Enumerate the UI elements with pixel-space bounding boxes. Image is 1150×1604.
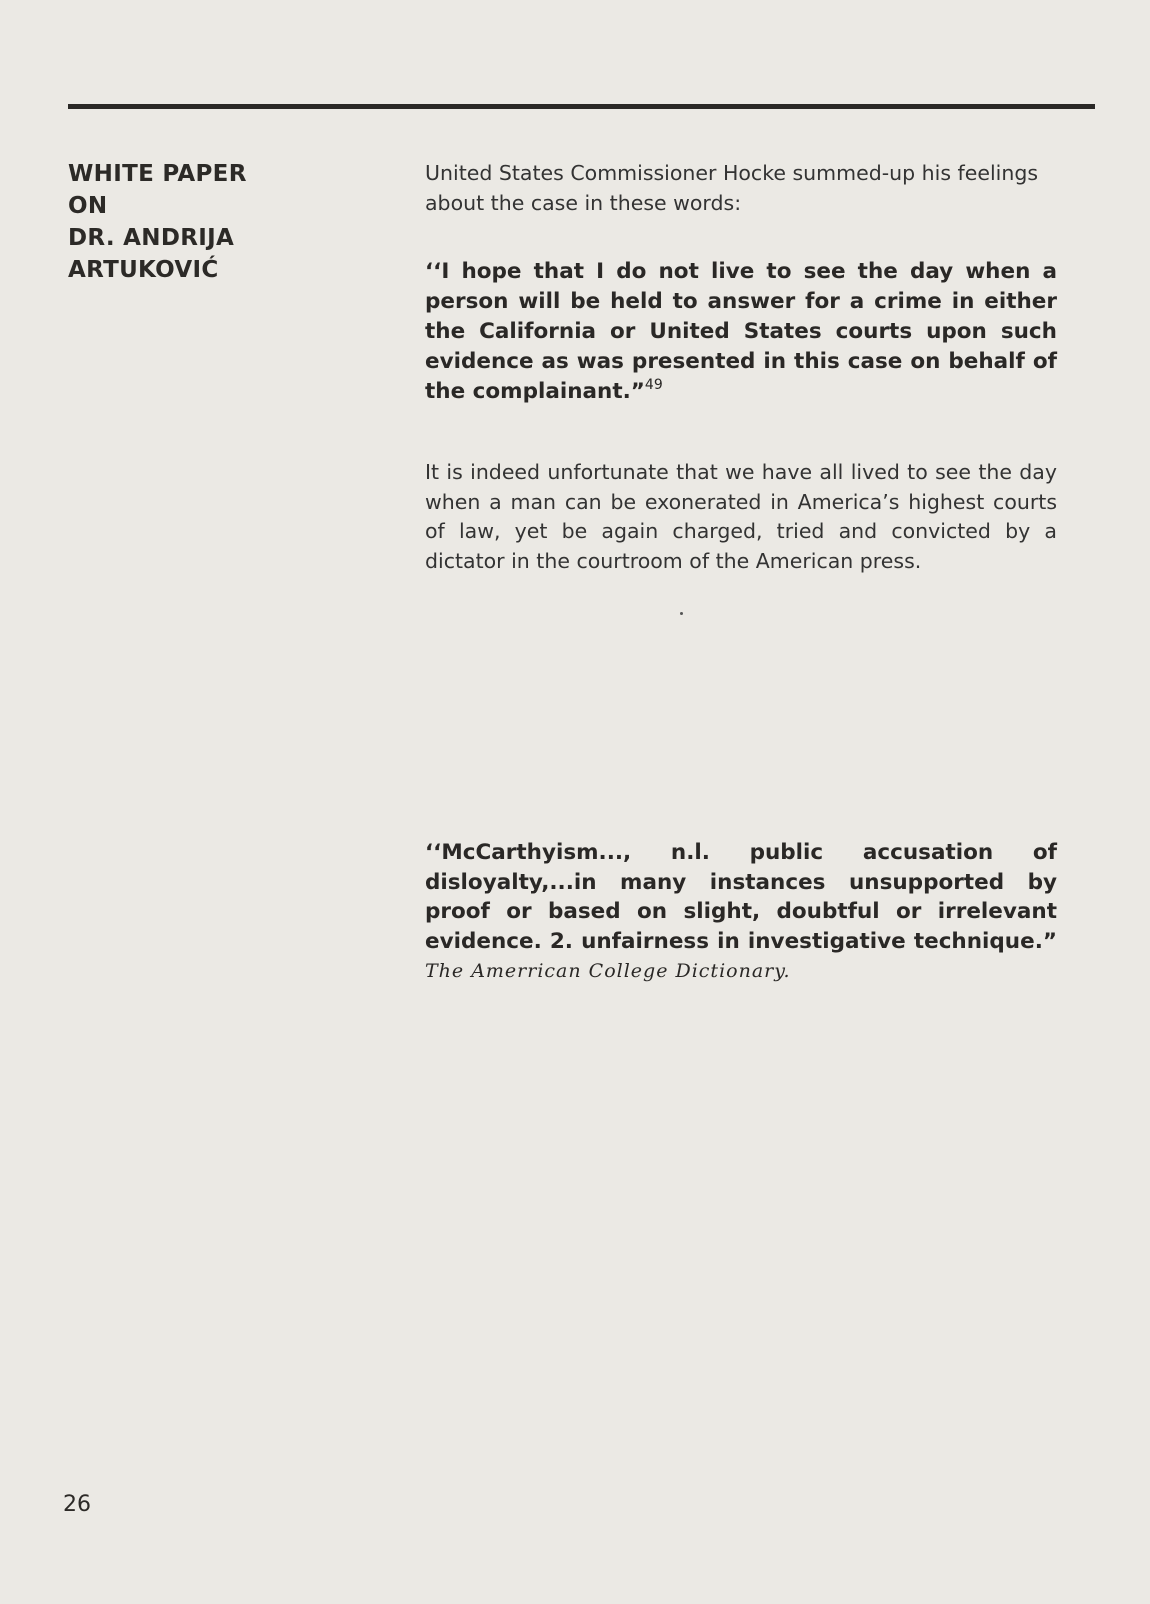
- print-speck: [680, 612, 683, 615]
- intro-paragraph: United States Commissioner Hocke summed-up his feelings about the case in these words:: [425, 161, 1039, 215]
- side-title-line-3: DR. ANDRIJA: [68, 225, 235, 251]
- hocke-quote-text: ‘‘I hope that I do not live to see the day when a person will be held to answer for a crime in either the California or United States courts upon such evidence as was presented in this case on behalf of the complainant.”: [425, 259, 1057, 404]
- side-title-line-4: ARTUKOVIĆ: [68, 257, 219, 283]
- hocke-quote: [425, 257, 1057, 407]
- side-title: [68, 158, 308, 286]
- body-paragraph: It is indeed unfortunate that we have all lived to see the day when a man can be exonerated in America’s highest courts of law, yet be again charged, tried and convicted by a dictator in the courtroom of the American press.: [425, 460, 1057, 573]
- footnote-marker: 49: [644, 377, 663, 393]
- side-title-line-1: WHITE PAPER: [68, 161, 247, 187]
- definition-text: ‘‘McCarthyism..., n.l. public accusation of disloyalty,...in many instances unsupported by proof or based on slight, doubtful or irrelevant evidence. 2. unfairness in investigative technique.”: [425, 840, 1057, 954]
- mccarthyism-definition: [425, 838, 1057, 987]
- definition-source: The Amerrican College Dictionary.: [425, 960, 791, 982]
- side-title-line-2: ON: [68, 193, 108, 219]
- page-number: 26: [63, 1492, 91, 1517]
- top-rule: [68, 104, 1095, 109]
